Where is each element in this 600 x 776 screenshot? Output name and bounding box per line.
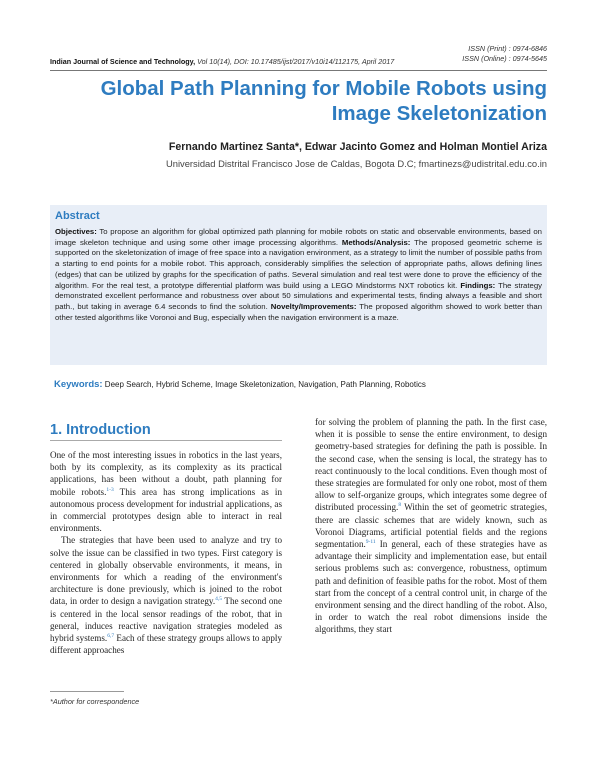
- abstract-box: [50, 205, 547, 365]
- citation-4-5[interactable]: 4,5: [215, 596, 223, 603]
- section-heading-rule: [50, 440, 282, 441]
- paper-authors: Fernando Martinez Santa*, Edwar Jacinto Gomez and Holman Montiel Ariza: [168, 141, 547, 153]
- intro-p2-text-cont: The second one is centered in the local sensor readings of the robot, that in general, induces reactive navigation strategies modeled as hybrid systems.: [50, 596, 282, 644]
- col2-text-b: Within the set of geometric strategies, there are classic schemes that are widely known, such as Voronoi Diagrams, artificial potential fields and the regions segmentation.: [315, 502, 547, 550]
- body-column-left: [50, 449, 282, 656]
- footnote-rule: [50, 691, 124, 692]
- citation-1-3[interactable]: 1-3: [106, 486, 114, 493]
- paper-affiliation: Universidad Distrital Francisco Jose de Caldas, Bogota D.C; fmartinezs@udistrital.edu.co.in: [165, 158, 547, 169]
- footnote-correspondence: *Author for correspondence: [50, 697, 140, 706]
- objectives-text: To propose an algorithm for global optimized path planning for mobile robots on static and observable environments, based on image skeleton technique and using some other image processing algorithms.: [55, 227, 542, 247]
- abstract-heading: Abstract: [55, 210, 100, 222]
- citation-6-7[interactable]: 6,7: [107, 633, 115, 640]
- citation-9-11[interactable]: 9-11: [365, 539, 376, 545]
- keywords-text: Deep Search, Hybrid Scheme, Image Skeletonization, Navigation, Path Planning, Robotics: [102, 380, 426, 389]
- keywords-line: [54, 379, 426, 390]
- journal-name: Indian Journal of Science and Technology,: [50, 57, 196, 66]
- intro-p2-text: The strategies that have been used to analyze and try to solve the issue can be classified in two types. First category is centered in globally observable environments, it means, in environments for which a reading of the environment's architecture is done previously, which is joined to the robot data, in order to design a navigation strategy.: [50, 535, 282, 607]
- novelty-text: The proposed algorithm showed to work better than other tested algorithms like Voronoi and Bug, especially when the navigation environment is a maze.: [55, 301, 543, 322]
- methods-label: Methods/Analysis:: [341, 237, 411, 247]
- methods-text: The proposed geometric scheme is supported on the skeletonization of image of free space into a navigation environment, as a strategy to limit the number of possible paths from a starting to end points for a mobile robot. This approach, considerably simplifies the selection of appropriate paths, allows defining lines (edges) that can be utilized by graphs for the specification of paths. Several simulation and real test were done to prove the efficiency of the algorithm. For the real test, a prototype differential platform was build using a LEGO Mindstorms NXT robotics kit.: [55, 237, 543, 290]
- intro-paragraph-1: [50, 449, 282, 534]
- col2-text-c: In general, each of these strategies have as advantage their simplicity and implementation ease, but entail serious problems such as: convergence, robustness, optimum path and definition of feasible paths for the robot. Most of them start from the concept of a central control unit, in charge of the environment sensing and the direct handling of the robot. Also, in order to watch the real robot dimensions inside the algorithms, they start: [315, 539, 547, 635]
- intro-p1-text: One of the most interesting issues in robotics in the last years, both by its complexity, as its complexity as its practical applications, has been without a doubt, path planning for mobile robots.: [50, 450, 282, 497]
- objectives-label: Objectives:: [55, 227, 97, 236]
- journal-details: Vol 10(14), DOI: 10.17485/ijst/2017/v10i14/112175, April 2017: [195, 57, 395, 66]
- intro-p1-text-cont: This area has strong implications as in autonomous process development for industrial applications, as in commercial prototypes design able to interact in real environments.: [50, 486, 282, 534]
- novelty-label: Novelty/Improvements:: [270, 301, 357, 311]
- intro-paragraph-2: [50, 534, 282, 656]
- issn-block: [462, 44, 547, 64]
- findings-text: The strategy demonstrated excellent performance and robustness over about 50 simulations and experimental tests, finding always a feasible and short path., but taking in average 6.4 seconds to find the solution.: [55, 280, 543, 311]
- intro-p2-text-end: Each of these strategy groups allows to apply different approaches: [50, 633, 282, 656]
- header-divider: [50, 70, 547, 71]
- abstract-text: [55, 227, 542, 323]
- journal-citation: [50, 57, 394, 66]
- paper-title: Global Path Planning for Mobile Robots using Image Skeletonization: [100, 77, 547, 125]
- body-column-right: [315, 416, 547, 636]
- issn-online: ISSN (Online) : 0974-5645: [462, 54, 547, 63]
- findings-label: Findings:: [460, 280, 496, 290]
- keywords-label: Keywords:: [54, 379, 103, 390]
- section-heading-introduction: 1. Introduction: [50, 422, 151, 438]
- col2-text-a: for solving the problem of planning the path. In the first case, when it is possible to sense the entire environment, to design geometry-based strategies for defining the path is possible. In the second case, when the sensing is local, the strategy has to react continuously to the local conditions. Even though most of these strategies are formulated for only one robot, most of them allow to self-organize groups, which integrates some degree of distributed processing.: [315, 417, 547, 513]
- issn-print: ISSN (Print) : 0974-6846: [468, 44, 547, 53]
- citation-8[interactable]: 8: [398, 502, 402, 509]
- intro-paragraph-2-continued: [315, 416, 547, 636]
